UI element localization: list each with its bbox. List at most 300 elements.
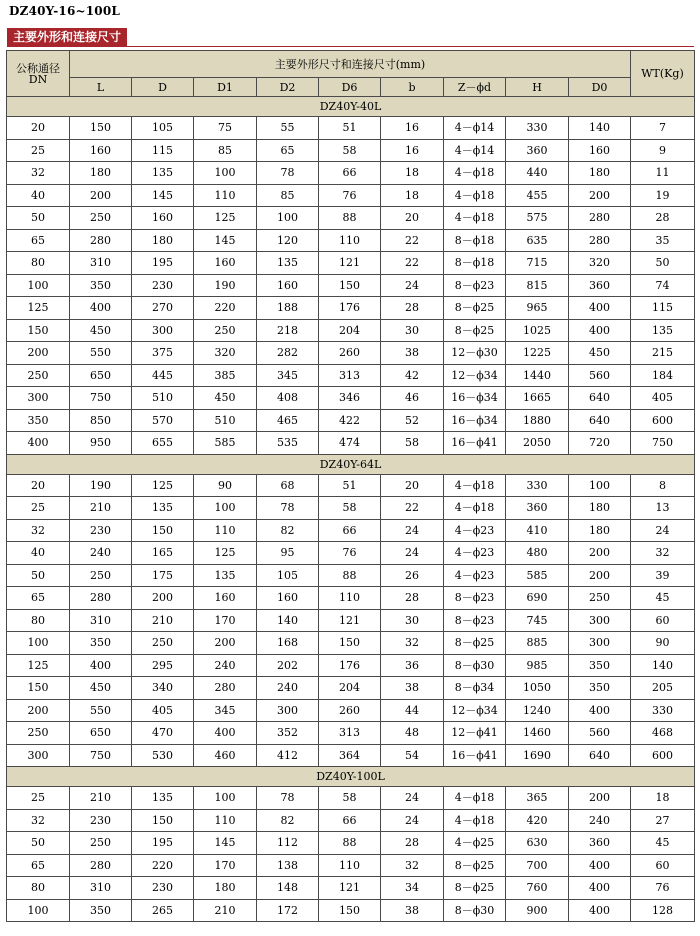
table-cell: 720 (569, 432, 631, 455)
table-cell: 230 (132, 877, 194, 900)
table-row (7, 364, 695, 387)
table-row (7, 409, 695, 432)
table-cell: 135 (132, 787, 194, 810)
table-cell: 640 (569, 387, 631, 410)
table-cell: 110 (194, 519, 257, 542)
table-cell: 282 (257, 342, 319, 365)
table-cell: 4－ϕ23 (444, 519, 506, 542)
table-cell: 24 (381, 809, 444, 832)
table-cell: 400 (7, 432, 70, 455)
table-cell: 745 (506, 609, 569, 632)
table-cell: 650 (70, 722, 132, 745)
table-cell: 145 (132, 184, 194, 207)
table-cell: 450 (70, 677, 132, 700)
table-cell: 90 (194, 474, 257, 497)
table-cell: 204 (319, 677, 381, 700)
table-cell: 125 (7, 654, 70, 677)
table-cell: 8 (631, 474, 695, 497)
table-cell: 445 (132, 364, 194, 387)
table-cell: 200 (132, 587, 194, 610)
table-cell: 230 (132, 274, 194, 297)
table-row (7, 274, 695, 297)
table-cell: 410 (506, 519, 569, 542)
table-cell: 140 (257, 609, 319, 632)
table-cell: 50 (7, 564, 70, 587)
table-cell: 16 (381, 139, 444, 162)
table-cell: 4－ϕ14 (444, 139, 506, 162)
table-cell: 200 (7, 699, 70, 722)
table-cell: 16－ϕ41 (444, 432, 506, 455)
table-cell: 1225 (506, 342, 569, 365)
table-cell: 280 (569, 207, 631, 230)
table-cell: 400 (194, 722, 257, 745)
table-cell: 630 (506, 832, 569, 855)
table-cell: 200 (569, 184, 631, 207)
table-cell: 250 (569, 587, 631, 610)
table-cell: 32 (7, 162, 70, 185)
table-cell: 125 (194, 542, 257, 565)
table-cell: 12－ϕ34 (444, 699, 506, 722)
table-cell: 400 (569, 854, 631, 877)
section-label: 主要外形和连接尺寸 (7, 28, 127, 46)
table-cell: 375 (132, 342, 194, 365)
table-cell: 455 (506, 184, 569, 207)
table-cell: 65 (7, 854, 70, 877)
table-cell: 16－ϕ34 (444, 409, 506, 432)
table-cell: 715 (506, 252, 569, 275)
table-cell: 346 (319, 387, 381, 410)
table-cell: 460 (194, 744, 257, 767)
table-cell: 2050 (506, 432, 569, 455)
table-cell: 250 (7, 364, 70, 387)
table-cell: 360 (569, 274, 631, 297)
table-cell: 300 (132, 319, 194, 342)
table-cell: 44 (381, 699, 444, 722)
table-cell: 58 (319, 497, 381, 520)
table-cell: 121 (319, 252, 381, 275)
dn-header (7, 51, 70, 97)
table-cell: 330 (631, 699, 695, 722)
table-cell: 22 (381, 252, 444, 275)
table-cell: 412 (257, 744, 319, 767)
table-cell: 4－ϕ18 (444, 474, 506, 497)
table-cell: 12－ϕ30 (444, 342, 506, 365)
table-cell: 160 (194, 587, 257, 610)
table-cell: 190 (70, 474, 132, 497)
table-cell: 230 (70, 519, 132, 542)
table-cell: 58 (319, 139, 381, 162)
table-cell: 468 (631, 722, 695, 745)
table-cell: 82 (257, 809, 319, 832)
table-cell: 165 (132, 542, 194, 565)
table-cell: 585 (194, 432, 257, 455)
table-cell: 100 (257, 207, 319, 230)
table-cell: 250 (7, 722, 70, 745)
table-cell: 4－ϕ25 (444, 832, 506, 855)
table-cell: 52 (381, 409, 444, 432)
table-cell: 150 (132, 809, 194, 832)
table-cell: 150 (7, 319, 70, 342)
table-cell: 150 (70, 117, 132, 140)
document-title: DZ40Y-16~100L (9, 4, 121, 18)
section-divider (7, 46, 694, 47)
table-cell: 8－ϕ25 (444, 297, 506, 320)
section-row (7, 454, 695, 474)
table-cell: 12－ϕ41 (444, 722, 506, 745)
table-cell: 65 (257, 139, 319, 162)
table-cell: 1690 (506, 744, 569, 767)
table-cell: 135 (132, 162, 194, 185)
table-cell: 66 (319, 809, 381, 832)
table-cell: 655 (132, 432, 194, 455)
table-cell: 8－ϕ30 (444, 899, 506, 922)
table-cell: 35 (631, 229, 695, 252)
table-row (7, 432, 695, 455)
table-cell: 360 (569, 832, 631, 855)
table-cell: 350 (70, 274, 132, 297)
table-cell: 22 (381, 497, 444, 520)
table-cell: 76 (319, 184, 381, 207)
section-title: DZ40Y-64L (7, 454, 695, 474)
table-row (7, 162, 695, 185)
table-cell: 600 (631, 744, 695, 767)
table-cell: 204 (319, 319, 381, 342)
table-cell: 150 (319, 899, 381, 922)
table-cell: 330 (506, 474, 569, 497)
table-cell: 76 (631, 877, 695, 900)
table-cell: 135 (132, 497, 194, 520)
table-cell: 250 (132, 632, 194, 655)
table-cell: 570 (132, 409, 194, 432)
table-cell: 54 (381, 744, 444, 767)
table-cell: 300 (7, 744, 70, 767)
table-cell: 4－ϕ18 (444, 207, 506, 230)
table-cell: 750 (70, 744, 132, 767)
table-cell: 16－ϕ41 (444, 744, 506, 767)
table-row (7, 854, 695, 877)
table-cell: 4－ϕ18 (444, 809, 506, 832)
table-cell: 188 (257, 297, 319, 320)
table-cell: 39 (631, 564, 695, 587)
table-cell: 510 (132, 387, 194, 410)
table-cell: 850 (70, 409, 132, 432)
table-row (7, 519, 695, 542)
column-header: D1 (194, 78, 257, 97)
table-row (7, 632, 695, 655)
table-cell: 190 (194, 274, 257, 297)
table-cell: 80 (7, 252, 70, 275)
dimensions-table (6, 50, 695, 922)
table-cell: 260 (319, 342, 381, 365)
table-cell: 78 (257, 497, 319, 520)
table-cell: 1240 (506, 699, 569, 722)
table-cell: 352 (257, 722, 319, 745)
table-cell: 170 (194, 854, 257, 877)
table-cell: 300 (569, 609, 631, 632)
table-cell: 16－ϕ34 (444, 387, 506, 410)
table-cell: 560 (569, 722, 631, 745)
table-row (7, 184, 695, 207)
table-cell: 280 (70, 229, 132, 252)
table-cell: 320 (569, 252, 631, 275)
table-cell: 16 (381, 117, 444, 140)
table-cell: 450 (194, 387, 257, 410)
table-cell: 8－ϕ30 (444, 654, 506, 677)
table-cell: 30 (381, 319, 444, 342)
table-cell: 350 (569, 654, 631, 677)
table-cell: 280 (70, 587, 132, 610)
table-cell: 350 (70, 899, 132, 922)
column-header: b (381, 78, 444, 97)
table-cell: 24 (381, 787, 444, 810)
table-cell: 350 (569, 677, 631, 700)
table-cell: 360 (506, 497, 569, 520)
table-cell: 364 (319, 744, 381, 767)
table-cell: 20 (7, 117, 70, 140)
table-cell: 20 (7, 474, 70, 497)
table-cell: 1440 (506, 364, 569, 387)
column-header: Z－ϕd (444, 78, 506, 97)
table-cell: 168 (257, 632, 319, 655)
table-cell: 18 (631, 787, 695, 810)
table-row (7, 342, 695, 365)
table-cell: 150 (7, 677, 70, 700)
table-cell: 100 (194, 787, 257, 810)
table-cell: 78 (257, 787, 319, 810)
table-cell: 180 (569, 497, 631, 520)
table-cell: 115 (132, 139, 194, 162)
table-row (7, 722, 695, 745)
column-header: D0 (569, 78, 631, 97)
table-cell: 575 (506, 207, 569, 230)
table-row (7, 229, 695, 252)
table-cell: 8－ϕ34 (444, 677, 506, 700)
table-row (7, 877, 695, 900)
table-row (7, 252, 695, 275)
table-cell: 8－ϕ25 (444, 319, 506, 342)
table-cell: 210 (194, 899, 257, 922)
table-cell: 88 (319, 207, 381, 230)
table-cell: 115 (631, 297, 695, 320)
table-cell: 25 (7, 787, 70, 810)
table-cell: 218 (257, 319, 319, 342)
table-cell: 100 (194, 162, 257, 185)
table-cell: 135 (194, 564, 257, 587)
table-cell: 200 (569, 542, 631, 565)
table-cell: 140 (631, 654, 695, 677)
table-cell: 240 (257, 677, 319, 700)
table-cell: 160 (569, 139, 631, 162)
table-cell: 345 (257, 364, 319, 387)
table-cell: 310 (70, 252, 132, 275)
table-cell: 148 (257, 877, 319, 900)
table-cell: 4－ϕ14 (444, 117, 506, 140)
table-row (7, 832, 695, 855)
table-cell: 1025 (506, 319, 569, 342)
table-cell: 170 (194, 609, 257, 632)
table-cell: 400 (70, 654, 132, 677)
table-cell: 20 (381, 207, 444, 230)
table-cell: 51 (319, 474, 381, 497)
table-cell: 4－ϕ23 (444, 542, 506, 565)
table-cell: 48 (381, 722, 444, 745)
table-cell: 24 (631, 519, 695, 542)
table-cell: 68 (257, 474, 319, 497)
table-cell: 176 (319, 654, 381, 677)
table-cell: 32 (381, 854, 444, 877)
column-header: L (70, 78, 132, 97)
table-cell: 160 (257, 274, 319, 297)
table-cell: 600 (631, 409, 695, 432)
table-cell: 8－ϕ23 (444, 587, 506, 610)
table-cell: 51 (319, 117, 381, 140)
table-cell: 45 (631, 587, 695, 610)
table-cell: 750 (70, 387, 132, 410)
table-row (7, 809, 695, 832)
table-cell: 11 (631, 162, 695, 185)
table-cell: 95 (257, 542, 319, 565)
table-cell: 60 (631, 854, 695, 877)
table-cell: 450 (569, 342, 631, 365)
table-cell: 78 (257, 162, 319, 185)
table-cell: 400 (569, 899, 631, 922)
table-cell: 8－ϕ23 (444, 274, 506, 297)
column-header: D2 (257, 78, 319, 97)
table-row (7, 654, 695, 677)
table-cell: 32 (631, 542, 695, 565)
table-cell: 110 (194, 809, 257, 832)
table-cell: 950 (70, 432, 132, 455)
table-cell: 150 (319, 632, 381, 655)
table-cell: 300 (257, 699, 319, 722)
table-cell: 125 (132, 474, 194, 497)
table-cell: 310 (70, 609, 132, 632)
table-cell: 240 (569, 809, 631, 832)
table-cell: 220 (132, 854, 194, 877)
table-cell: 175 (132, 564, 194, 587)
table-cell: 28 (631, 207, 695, 230)
table-cell: 240 (194, 654, 257, 677)
table-cell: 585 (506, 564, 569, 587)
dimension-group-header: 主要外形尺寸和连接尺寸(mm) (70, 51, 631, 78)
table-cell: 420 (506, 809, 569, 832)
table-cell: 145 (194, 832, 257, 855)
table-cell: 195 (132, 252, 194, 275)
table-row (7, 207, 695, 230)
table-row (7, 787, 695, 810)
table-cell: 176 (319, 297, 381, 320)
table-cell: 350 (70, 632, 132, 655)
table-cell: 530 (132, 744, 194, 767)
table-row (7, 474, 695, 497)
table-cell: 470 (132, 722, 194, 745)
table-cell: 100 (194, 497, 257, 520)
table-cell: 145 (194, 229, 257, 252)
table-cell: 200 (569, 787, 631, 810)
table-header-row (7, 51, 695, 78)
table-cell: 28 (381, 587, 444, 610)
table-cell: 400 (569, 699, 631, 722)
table-cell: 330 (506, 117, 569, 140)
table-cell: 250 (70, 832, 132, 855)
table-cell: 38 (381, 899, 444, 922)
table-cell: 4－ϕ18 (444, 787, 506, 810)
column-header-row (7, 78, 695, 97)
table-row (7, 497, 695, 520)
table-cell: 34 (381, 877, 444, 900)
table-cell: 200 (7, 342, 70, 365)
table-cell: 172 (257, 899, 319, 922)
table-cell: 295 (132, 654, 194, 677)
table-cell: 385 (194, 364, 257, 387)
table-cell: 150 (319, 274, 381, 297)
table-cell: 313 (319, 722, 381, 745)
table-cell: 200 (569, 564, 631, 587)
table-cell: 110 (319, 229, 381, 252)
table-cell: 138 (257, 854, 319, 877)
table-cell: 550 (70, 699, 132, 722)
table-cell: 65 (7, 587, 70, 610)
table-cell: 36 (381, 654, 444, 677)
table-cell: 88 (319, 832, 381, 855)
table-cell: 24 (381, 542, 444, 565)
table-cell: 58 (381, 432, 444, 455)
table-cell: 365 (506, 787, 569, 810)
table-cell: 38 (381, 677, 444, 700)
table-cell: 135 (257, 252, 319, 275)
table-cell: 27 (631, 809, 695, 832)
table-cell: 1050 (506, 677, 569, 700)
table-cell: 121 (319, 877, 381, 900)
table-cell: 80 (7, 609, 70, 632)
table-cell: 230 (70, 809, 132, 832)
table-cell: 82 (257, 519, 319, 542)
table-row (7, 319, 695, 342)
table-cell: 440 (506, 162, 569, 185)
table-cell: 8－ϕ18 (444, 252, 506, 275)
table-cell: 280 (194, 677, 257, 700)
table-cell: 105 (132, 117, 194, 140)
table-cell: 265 (132, 899, 194, 922)
table-cell: 550 (70, 342, 132, 365)
table-cell: 700 (506, 854, 569, 877)
section-row (7, 97, 695, 117)
table-cell: 110 (194, 184, 257, 207)
table-cell: 200 (70, 184, 132, 207)
table-cell: 405 (132, 699, 194, 722)
table-cell: 408 (257, 387, 319, 410)
table-cell: 110 (319, 854, 381, 877)
section-title: DZ40Y-100L (7, 767, 695, 787)
table-cell: 8－ϕ25 (444, 632, 506, 655)
table-cell: 215 (631, 342, 695, 365)
table-row (7, 899, 695, 922)
table-row (7, 587, 695, 610)
table-cell: 58 (319, 787, 381, 810)
table-cell: 28 (381, 297, 444, 320)
table-cell: 125 (7, 297, 70, 320)
table-cell: 650 (70, 364, 132, 387)
table-cell: 1460 (506, 722, 569, 745)
table-cell: 120 (257, 229, 319, 252)
section-title: DZ40Y-40L (7, 97, 695, 117)
table-cell: 46 (381, 387, 444, 410)
table-cell: 32 (7, 809, 70, 832)
table-row (7, 699, 695, 722)
table-cell: 450 (70, 319, 132, 342)
table-cell: 125 (194, 207, 257, 230)
table-row (7, 564, 695, 587)
